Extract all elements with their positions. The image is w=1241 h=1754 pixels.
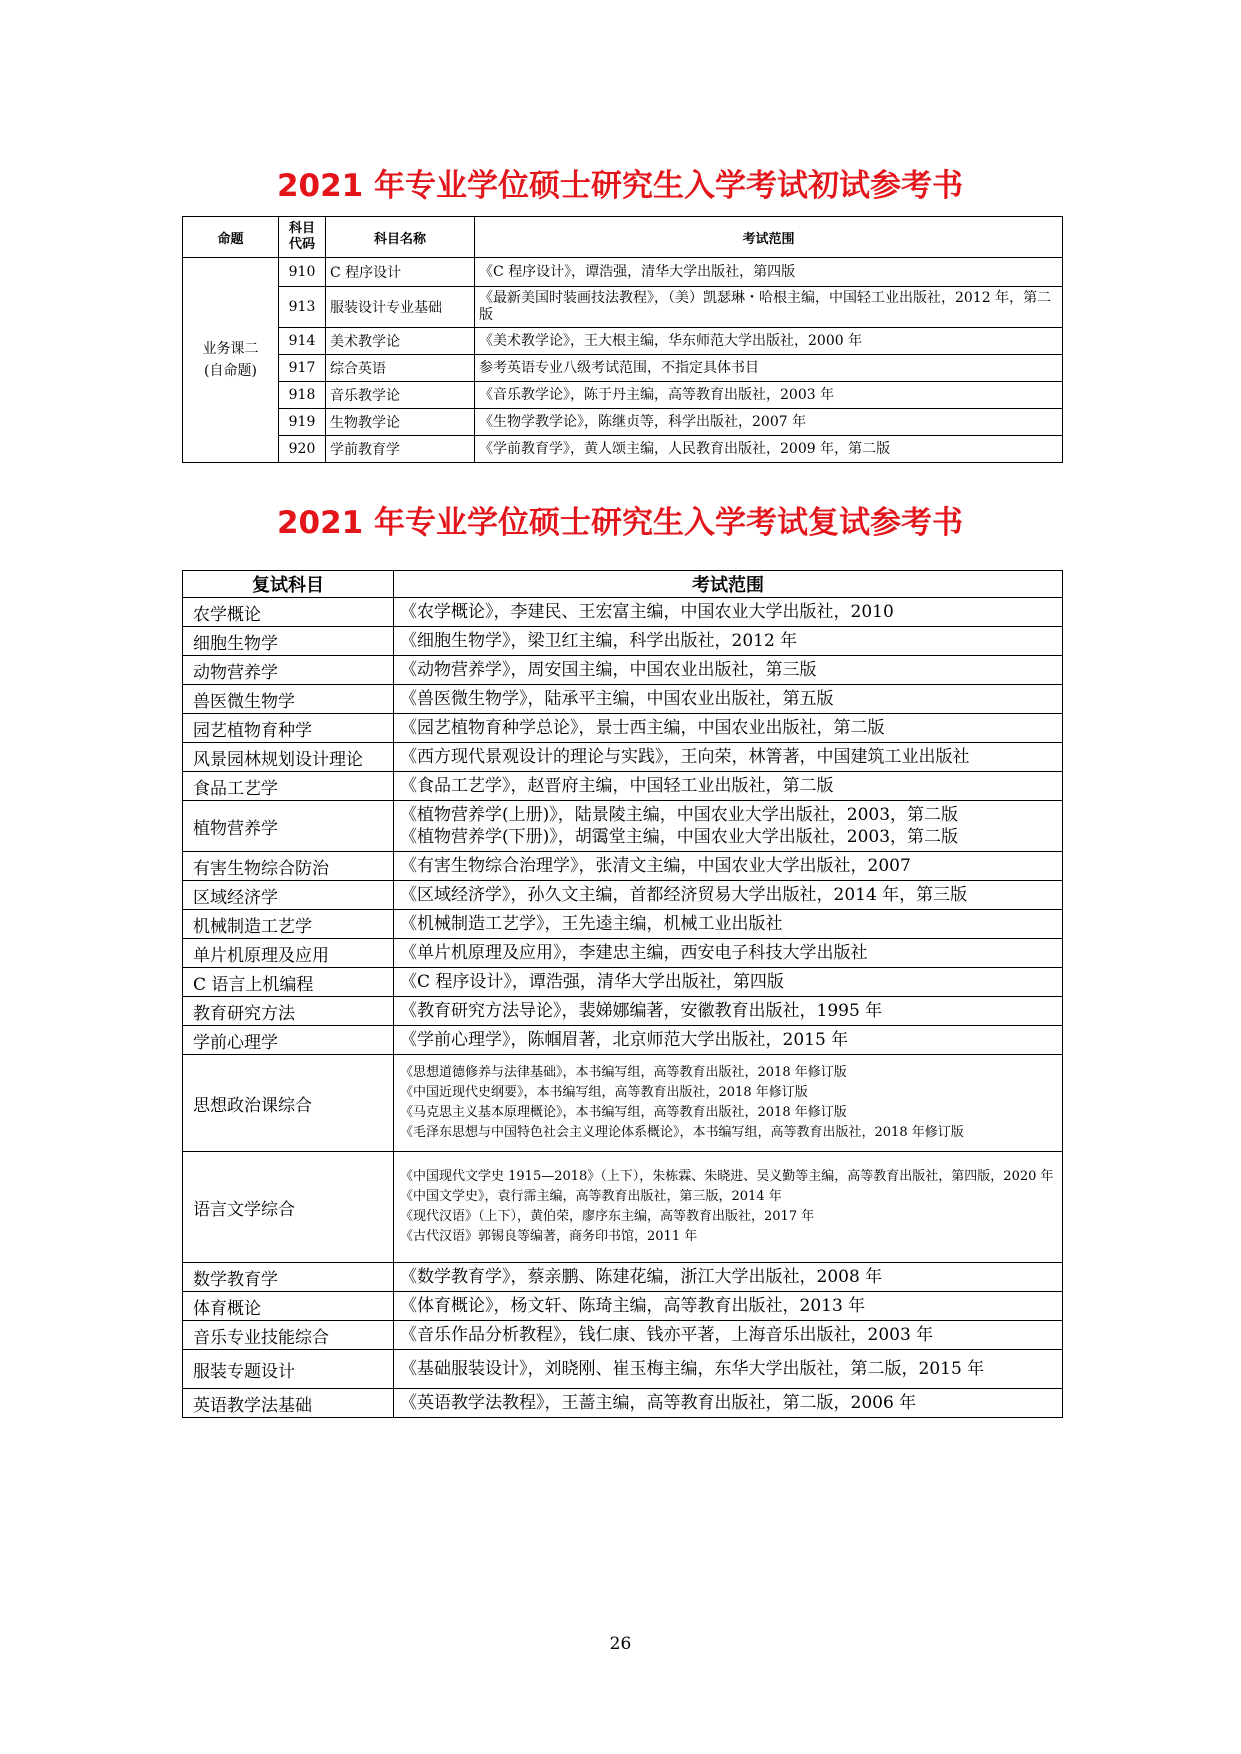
subject-cell: 思想政治课综合 xyxy=(183,1055,394,1152)
reference-book-line: 《农学概论》，李建民、王宏富主编，中国农业大学出版社，2010 xyxy=(400,602,894,622)
table-row xyxy=(183,968,1063,997)
retest-exam-title: 2021 年专业学位硕士研究生入学考试复试参考书 xyxy=(276,505,964,541)
subject-name-cell: 美术教学论 xyxy=(326,328,475,355)
header-name: 科目名称 xyxy=(326,217,475,258)
proposition-label: 业务课二 xyxy=(202,341,259,357)
scope-cell xyxy=(394,910,1063,939)
table-row xyxy=(183,1321,1063,1350)
table-row xyxy=(183,627,1063,656)
scope-cell xyxy=(394,1026,1063,1055)
reference-book-line: 《植物营养学(上册)》，陆景陵主编，中国农业大学出版社，2003，第二版 xyxy=(400,805,959,825)
table-row xyxy=(183,1055,1063,1152)
table-row xyxy=(183,656,1063,685)
subject-cell: C 语言上机编程 xyxy=(183,968,394,997)
reference-book-line: 《C 程序设计》，谭浩强，清华大学出版社，第四版 xyxy=(400,972,784,992)
reference-book-line: 《中国现代文学史 1915—2018》（上下），朱栋霖、朱晓进、吴义勤等主编，高等教育出版社，第四版，2020 年 xyxy=(400,1169,1054,1184)
table-row xyxy=(183,355,1063,382)
subject-code-cell: 919 xyxy=(279,409,326,436)
subject-cell: 区域经济学 xyxy=(183,881,394,910)
subject-code-cell: 914 xyxy=(279,328,326,355)
reference-book-line: 《有害生物综合治理学》，张清文主编，中国农业大学出版社，2007 xyxy=(400,856,911,876)
scope-cell xyxy=(394,1292,1063,1321)
scope-cell xyxy=(394,939,1063,968)
subject-cell: 兽医微生物学 xyxy=(183,685,394,714)
subject-cell: 英语教学法基础 xyxy=(183,1389,394,1418)
initial-exam-title: 2021 年专业学位硕士研究生入学考试初试参考书 xyxy=(276,168,964,204)
reference-book-line: 《思想道德修养与法律基础》，本书编写组，高等教育出版社，2018 年修订版 xyxy=(400,1065,847,1080)
reference-book-line: 《中国近现代史纲要》，本书编写组，高等教育出版社，2018 年修订版 xyxy=(400,1085,808,1100)
header-subject: 复试科目 xyxy=(183,571,394,598)
proposition-cell xyxy=(183,258,279,463)
scope-cell xyxy=(394,714,1063,743)
reference-book-line: 《体育概论》，杨文轩、陈琦主编，高等教育出版社，2013 年 xyxy=(400,1296,866,1316)
scope-cell xyxy=(394,743,1063,772)
retest-exam-table xyxy=(182,570,1063,1418)
scope-cell xyxy=(394,656,1063,685)
subject-scope-cell: 《音乐教学论》，陈于丹主编，高等教育出版社，2003 年 xyxy=(475,382,1063,409)
subject-cell: 教育研究方法 xyxy=(183,997,394,1026)
table-row xyxy=(183,258,1063,287)
subject-cell: 单片机原理及应用 xyxy=(183,939,394,968)
initial-exam-table xyxy=(182,216,1063,463)
subject-scope-cell: 《美术教学论》，王大根主编，华东师范大学出版社，2000 年 xyxy=(475,328,1063,355)
subject-cell: 风景园林规划设计理论 xyxy=(183,743,394,772)
reference-book-line: 《马克思主义基本原理概论》，本书编写组，高等教育出版社，2018 年修订版 xyxy=(400,1105,847,1120)
subject-scope-cell: 《最新美国时装画技法教程》，（美）凯瑟琳・哈根主编，中国轻工业出版社，2012 年，第二版 xyxy=(475,287,1063,328)
reference-book-line: 《西方现代景观设计的理论与实践》，王向荣，林箐著，中国建筑工业出版社 xyxy=(400,747,970,767)
table-row xyxy=(183,1152,1063,1263)
subject-cell: 植物营养学 xyxy=(183,801,394,852)
subject-code-cell: 913 xyxy=(279,287,326,328)
scope-cell xyxy=(394,1055,1063,1152)
subject-cell: 有害生物综合防治 xyxy=(183,852,394,881)
subject-cell: 农学概论 xyxy=(183,598,394,627)
reference-book-line: 《食品工艺学》，赵晋府主编，中国轻工业出版社，第二版 xyxy=(400,776,834,796)
reference-book-line: 《教育研究方法导论》，裴娣娜编著，安徽教育出版社，1995 年 xyxy=(400,1001,883,1021)
scope-cell xyxy=(394,801,1063,852)
scope-cell xyxy=(394,598,1063,627)
reference-book-line: 《现代汉语》（上下），黄伯荣，廖序东主编，高等教育出版社，2017 年 xyxy=(400,1209,815,1224)
table-row xyxy=(183,801,1063,852)
subject-name-cell: 综合英语 xyxy=(326,355,475,382)
table-row xyxy=(183,436,1063,463)
table-row xyxy=(183,1350,1063,1389)
table-row xyxy=(183,714,1063,743)
table-row xyxy=(183,881,1063,910)
scope-cell xyxy=(394,1321,1063,1350)
subject-cell: 语言文学综合 xyxy=(183,1152,394,1263)
reference-book-line: 《区域经济学》，孙久文主编，首都经济贸易大学出版社，2014 年，第三版 xyxy=(400,885,968,905)
reference-book-line: 《中国文学史》，袁行霈主编，高等教育出版社，第三版，2014 年 xyxy=(400,1189,782,1204)
subject-cell: 数学教育学 xyxy=(183,1263,394,1292)
scope-cell xyxy=(394,1389,1063,1418)
table-row xyxy=(183,382,1063,409)
subject-scope-cell: 《C 程序设计》，谭浩强，清华大学出版社，第四版 xyxy=(475,258,1063,287)
table-row xyxy=(183,772,1063,801)
reference-book-line: 《机械制造工艺学》，王先逵主编，机械工业出版社 xyxy=(400,914,783,934)
reference-book-line: 《园艺植物育种学总论》，景士西主编，中国农业出版社，第二版 xyxy=(400,718,885,738)
table-row xyxy=(183,939,1063,968)
subject-cell: 细胞生物学 xyxy=(183,627,394,656)
subject-code-cell: 910 xyxy=(279,258,326,287)
reference-book-line: 《兽医微生物学》，陆承平主编，中国农业出版社，第五版 xyxy=(400,689,834,709)
reference-book-line: 《学前心理学》，陈帼眉著，北京师范大学出版社，2015 年 xyxy=(400,1030,849,1050)
subject-code-cell: 918 xyxy=(279,382,326,409)
reference-book-line: 《基础服装设计》，刘晓刚、崔玉梅主编，东华大学出版社，第二版，2015 年 xyxy=(400,1359,985,1379)
table-row xyxy=(183,287,1063,328)
scope-cell xyxy=(394,627,1063,656)
subject-cell: 机械制造工艺学 xyxy=(183,910,394,939)
subject-cell: 食品工艺学 xyxy=(183,772,394,801)
header-scope: 考试范围 xyxy=(394,571,1063,598)
subject-cell: 体育概论 xyxy=(183,1292,394,1321)
subject-scope-cell: 《学前教育学》，黄人颂主编，人民教育出版社，2009 年，第二版 xyxy=(475,436,1063,463)
header-scope: 考试范围 xyxy=(475,217,1063,258)
table-row xyxy=(183,598,1063,627)
scope-cell xyxy=(394,852,1063,881)
scope-cell xyxy=(394,772,1063,801)
reference-book-line: 《古代汉语》郭锡良等编著，商务印书馆，2011 年 xyxy=(400,1229,698,1244)
table-row xyxy=(183,685,1063,714)
reference-book-line: 《植物营养学(下册)》，胡霭堂主编，中国农业大学出版社，2003，第二版 xyxy=(400,827,959,847)
header-code: 科目 代码 xyxy=(279,217,326,258)
proposition-label: (自命题) xyxy=(204,363,257,379)
subject-name-cell: 音乐教学论 xyxy=(326,382,475,409)
subject-name-cell: 学前教育学 xyxy=(326,436,475,463)
table-row xyxy=(183,1263,1063,1292)
subject-scope-cell: 参考英语专业八级考试范围，不指定具体书目 xyxy=(475,355,1063,382)
table-row xyxy=(183,1389,1063,1418)
table-row xyxy=(183,910,1063,939)
subject-code-cell: 920 xyxy=(279,436,326,463)
scope-cell xyxy=(394,685,1063,714)
subject-name-cell: 服装设计专业基础 xyxy=(326,287,475,328)
reference-book-line: 《细胞生物学》，梁卫红主编，科学出版社，2012 年 xyxy=(400,631,798,651)
table-row xyxy=(183,1292,1063,1321)
page-number: 26 xyxy=(609,1634,632,1654)
table-row xyxy=(183,1026,1063,1055)
scope-cell xyxy=(394,881,1063,910)
table-row xyxy=(183,328,1063,355)
table-row xyxy=(183,997,1063,1026)
reference-book-line: 《动物营养学》，周安国主编，中国农业出版社，第三版 xyxy=(400,660,817,680)
reference-book-line: 《毛泽东思想与中国特色社会主义理论体系概论》，本书编写组，高等教育出版社，2018 年修订版 xyxy=(400,1125,964,1140)
reference-book-line: 《音乐作品分析教程》，钱仁康、钱亦平著，上海音乐出版社，2003 年 xyxy=(400,1325,934,1345)
subject-code-cell: 917 xyxy=(279,355,326,382)
reference-book-line: 《数学教育学》，蔡亲鹏、陈建花编，浙江大学出版社，2008 年 xyxy=(400,1267,883,1287)
reference-book-line: 《英语教学法教程》，王蔷主编，高等教育出版社，第二版，2006 年 xyxy=(400,1393,917,1413)
subject-name-cell: 生物教学论 xyxy=(326,409,475,436)
subject-scope-cell: 《生物学教学论》，陈继贞等，科学出版社，2007 年 xyxy=(475,409,1063,436)
reference-book-line: 《单片机原理及应用》，李建忠主编，西安电子科技大学出版社 xyxy=(400,943,868,963)
header-proposition: 命题 xyxy=(183,217,279,258)
scope-cell xyxy=(394,968,1063,997)
subject-name-cell: C 程序设计 xyxy=(326,258,475,287)
scope-cell xyxy=(394,1152,1063,1263)
scope-cell xyxy=(394,1263,1063,1292)
subject-cell: 动物营养学 xyxy=(183,656,394,685)
subject-cell: 学前心理学 xyxy=(183,1026,394,1055)
subject-cell: 服装专题设计 xyxy=(183,1350,394,1389)
scope-cell xyxy=(394,997,1063,1026)
table-row xyxy=(183,743,1063,772)
subject-cell: 园艺植物育种学 xyxy=(183,714,394,743)
scope-cell xyxy=(394,1350,1063,1389)
table-row xyxy=(183,852,1063,881)
subject-cell: 音乐专业技能综合 xyxy=(183,1321,394,1350)
table-row xyxy=(183,409,1063,436)
